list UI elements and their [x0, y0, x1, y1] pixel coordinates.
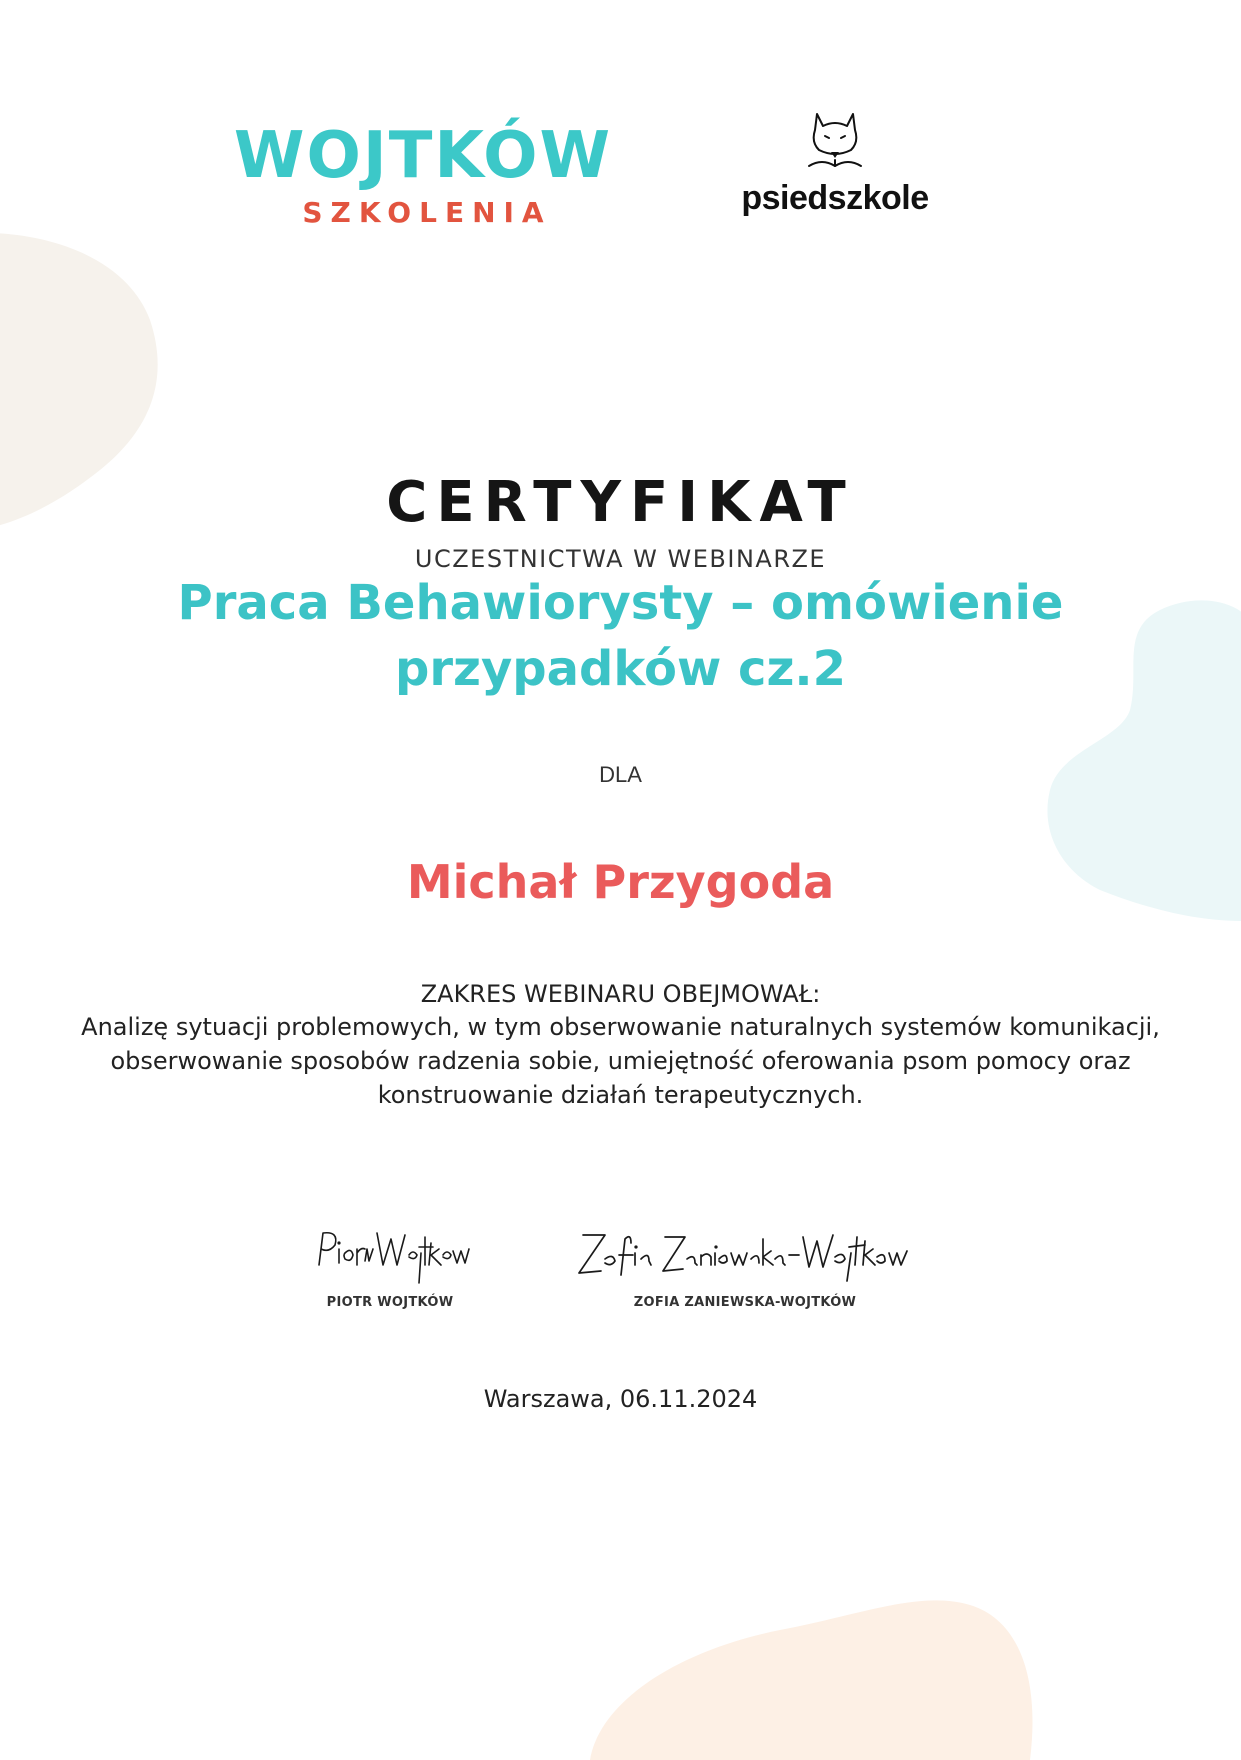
dog-reading-book-icon: [795, 108, 875, 178]
certificate-title: CERTYFIKAT: [386, 470, 855, 535]
webinar-title-line2: przypadków cz.2: [394, 641, 847, 697]
signature-block-zofia: [560, 1225, 930, 1310]
logo-sub-text: SZKOLENIA: [302, 196, 552, 229]
signatory-name-zofia: ZOFIA ZANIEWSKA-WOJTKÓW: [633, 1295, 857, 1310]
scope-description: Analizę sytuacji problemowych, w tym obserwowanie naturalnych systemów komunikacji, obserwowanie sposobów radzenia sobie, umiejętność oferowania psom pomocy oraz konstruowanie działań terapeutycznych.: [81, 1013, 1160, 1109]
logo-brand-text: WOJTKÓW: [233, 119, 613, 193]
place-and-date: Warszawa, 06.11.2024: [483, 1385, 758, 1413]
webinar-title: [0, 570, 1241, 702]
for-label: DLA: [599, 762, 642, 787]
scope-label: ZAKRES WEBINARU OBEJMOWAŁ:: [420, 980, 821, 1008]
psiedszkole-logo: [740, 108, 930, 218]
signature-block-piotr: [280, 1225, 500, 1310]
certificate-subtitle: UCZESTNICTWA W WEBINARZE: [414, 545, 827, 573]
background-blob-peach: [560, 1590, 1040, 1760]
logo-psiedszkole-text: psiedszkole: [741, 179, 929, 217]
handwritten-signature-piotr: [305, 1225, 475, 1287]
wojtkow-szkolenia-logo: [223, 119, 623, 229]
handwritten-signature-zofia: [565, 1225, 925, 1287]
signatory-name-piotr: PIOTR WOJTKÓW: [326, 1295, 454, 1310]
webinar-title-line1: Praca Behawiorysty – omówienie: [177, 575, 1064, 631]
recipient-name: Michał Przygoda: [406, 855, 835, 909]
